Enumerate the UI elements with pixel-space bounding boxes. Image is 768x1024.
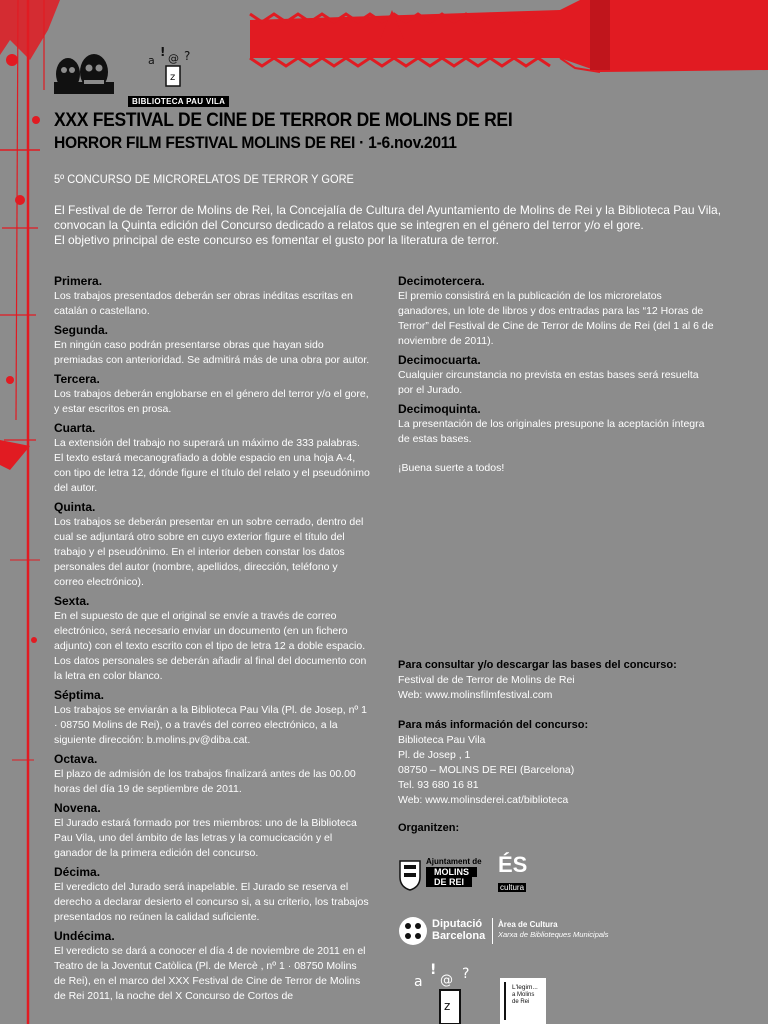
diputacio-logo bbox=[398, 916, 638, 948]
svg-text:?: ? bbox=[462, 966, 470, 982]
ajuntament-logo bbox=[398, 855, 488, 895]
consult-web-link[interactable]: Web: www.molinsfilmfestival.com bbox=[398, 689, 553, 701]
rule-title: Quinta. bbox=[54, 500, 96, 514]
contest-title: 5º CONCURSO DE MICRORELATOS DE TERROR Y GORE bbox=[54, 172, 354, 186]
svg-text:z: z bbox=[444, 999, 451, 1013]
coat-of-arms-icon bbox=[398, 857, 422, 891]
consult-line: Festival de de Terror de Molins de Rei bbox=[398, 674, 575, 686]
rule-text: Los trabajos se enviarán a la Biblioteca Pau Vila (Pl. de Josep, nº 1 · 08750 Molins de Rei), o a través del correo electrónico, a la siguiente dirección: b.molins.pv@diba.cat. bbox=[54, 704, 367, 746]
svg-text:z: z bbox=[170, 72, 176, 83]
rule-section bbox=[54, 500, 370, 590]
ajuntament-label: Ajuntament de bbox=[426, 857, 482, 866]
page-title: XXX FESTIVAL DE CINE DE TERROR DE MOLINS DE REI bbox=[54, 110, 513, 131]
page-subtitle: HORROR FILM FESTIVAL MOLINS DE REI · 1-6.nov.2011 bbox=[54, 133, 457, 152]
greeting-text: ¡Buena suerte a todos! bbox=[398, 462, 505, 474]
rule-text: Los trabajos deberán englobarse en el género del terror y/o el gore, y estar escritos en prosa. bbox=[54, 388, 369, 415]
es-cultura-logo bbox=[498, 853, 534, 893]
rule-title: Tercera. bbox=[54, 372, 100, 386]
info-line: Tel. 93 680 16 81 bbox=[398, 779, 479, 791]
llegim-label: de Rei bbox=[512, 999, 530, 1005]
es-cultura-mark: ÉS bbox=[498, 852, 528, 877]
rule-title: Decimotercera. bbox=[398, 274, 485, 288]
more-info bbox=[398, 718, 738, 808]
rule-title: Decimocuarta. bbox=[398, 353, 481, 367]
svg-text:a: a bbox=[148, 54, 155, 67]
intro-paragraph: El objetivo principal de este concurso es fomentar el gusto por la literatura de terror. bbox=[54, 233, 499, 247]
info-line: Biblioteca Pau Vila bbox=[398, 734, 486, 746]
svg-text:?: ? bbox=[184, 49, 191, 63]
rule-section bbox=[54, 688, 370, 748]
rule-section bbox=[54, 372, 370, 417]
svg-text:@: @ bbox=[440, 973, 453, 988]
rule-text: Los trabajos se deberán presentar en un sobre cerrado, dentro del cual se adjuntará otro sobre en cuyo exterior figure el título del trabajo y el pseudónimo. En el interior deben constar los datos personales del autor (nombre, apellidos, dirección, teléfono y correo electrónico). bbox=[54, 516, 364, 588]
rule-title: Décima. bbox=[54, 865, 101, 879]
rule-section bbox=[54, 594, 370, 684]
rule-text: La extensión del trabajo no superará un máximo de 333 palabras. El texto estará mecanografiado a doble espacio en una hoja A-4, con tipo de letra 12, dónde figure el título del relato y el pseudónimo del autor. bbox=[54, 437, 370, 494]
rule-text: Los trabajos presentados deberán ser obras inéditas escritas en catalán o castellano. bbox=[54, 290, 353, 317]
intro-text bbox=[54, 203, 744, 248]
svg-text:@: @ bbox=[168, 52, 179, 65]
rule-title: Decimoquinta. bbox=[398, 402, 481, 416]
more-info-heading: Para más información del concurso: bbox=[398, 719, 589, 731]
svg-text:!: ! bbox=[430, 962, 437, 978]
rules-left-column bbox=[54, 274, 370, 1008]
rules-right-column bbox=[398, 274, 714, 476]
svg-text:!: ! bbox=[160, 46, 166, 59]
consult-info bbox=[398, 658, 738, 703]
xarxa-label: Xarxa de Biblioteques Municipals bbox=[498, 930, 609, 939]
rule-section bbox=[54, 865, 370, 925]
rule-section bbox=[54, 421, 370, 496]
rule-section bbox=[54, 752, 370, 797]
rule-text: El Jurado estará formado por tres miembros: uno de la Biblioteca Pau Vila, uno del ámbito de las letras y la comucicación y el ganador de la primera edición del concurso. bbox=[54, 817, 357, 859]
rule-title: Novena. bbox=[54, 801, 101, 815]
rule-section bbox=[398, 402, 714, 447]
rule-section bbox=[54, 929, 370, 1004]
rule-section bbox=[398, 353, 714, 398]
ajuntament-town: MOLINS bbox=[426, 867, 477, 877]
library-logo-icon bbox=[412, 960, 478, 1024]
consult-heading: Para consultar y/o descargar las bases del concurso: bbox=[398, 659, 677, 671]
rule-title: Octava. bbox=[54, 752, 98, 766]
rule-title: Segunda. bbox=[54, 323, 109, 337]
library-badge: BIBLIOTECA PAU VILA bbox=[128, 96, 229, 107]
diputacio-emblem-icon bbox=[398, 916, 428, 946]
rule-section bbox=[398, 274, 714, 349]
llegim-label: a Molins bbox=[512, 992, 535, 998]
rule-text: En ningún caso podrán presentarse obras que hayan sido premiadas con anterioridad. Se admitirá más de una obra por autor. bbox=[54, 339, 370, 366]
diputacio-label: Diputació bbox=[432, 918, 483, 930]
rule-title: Sexta. bbox=[54, 594, 90, 608]
rule-title: Primera. bbox=[54, 274, 103, 288]
library-logo-icon bbox=[146, 46, 196, 94]
ajuntament-town: DE REI bbox=[426, 877, 472, 887]
llegim-label: L'legim... bbox=[512, 984, 538, 991]
organizers-heading: Organitzen: bbox=[398, 822, 460, 834]
rule-section bbox=[54, 323, 370, 368]
rule-text: El premio consistirá en la publicación de los microrelatos ganadores, un lote de libros y dos entradas para las “12 Horas de Terror” del Festival de Cine de Terror de Molins de Rei (del 1 al 6 de noviembre de 2011). bbox=[398, 290, 714, 347]
rule-title: Séptima. bbox=[54, 688, 105, 702]
rule-text: El veredicto del Jurado será inapelable. El Jurado se reserva el derecho a declarar desierto el concurso si, a su criterio, los trabajos presentados no reúnen la calidad suficiente. bbox=[54, 881, 369, 923]
rule-section bbox=[54, 801, 370, 861]
info-line: Pl. de Josep , 1 bbox=[398, 749, 471, 761]
rule-text: En el supuesto de que el original se envíe a través de correo electrónico, será necesario enviar un documento (en un fichero adjunto) con el texto escrito con el tipo de letra 12 a doble espacio. Los datos personales se deberán añadir al final del documento con la letra en color blanco. bbox=[54, 610, 367, 682]
es-cultura-label: cultura bbox=[500, 883, 525, 892]
svg-text:a: a bbox=[414, 974, 423, 990]
rule-text: Cualquier circunstancia no prevista en estas bases será resuelta por el Jurado. bbox=[398, 369, 699, 396]
area-cultura-label: Àrea de Cultura bbox=[498, 920, 558, 929]
rule-section bbox=[54, 274, 370, 319]
rule-title: Cuarta. bbox=[54, 421, 96, 435]
info-web-link[interactable]: Web: www.molinsderei.cat/biblioteca bbox=[398, 794, 569, 806]
diputacio-label: Barcelona bbox=[432, 930, 486, 942]
rule-text: El veredicto se dará a conocer el día 4 de noviembre de 2011 en el Teatro de la Joventut Catòlica (Pl. de Mercè , nº 1 · 08750 Molins de Rei), en el marco del XXX Festival de Cine de Terror de Molins de Rei 2011, la noche del X Concurso de Cortos de bbox=[54, 945, 366, 1002]
intro-paragraph: El Festival de de Terror de Molins de Rei, la Concejalía de Cultura del Ayuntamiento de Molins de Rei y la Biblioteca Pau Vila, convocan la Quinta edición del Concurso dedicado a relatos que se integren en el género del terror y/o el gore. bbox=[54, 203, 722, 232]
rule-text: La presentación de los originales presupone la aceptación íntegra de estas bases. bbox=[398, 418, 705, 445]
info-line: 08750 – MOLINS DE REI (Barcelona) bbox=[398, 764, 575, 776]
rule-title: Undécima. bbox=[54, 929, 115, 943]
llegim-logo bbox=[500, 978, 546, 1024]
rule-text: El plazo de admisión de los trabajos finalizará antes de las 00.00 horas del día 19 de septiembre de 2011. bbox=[54, 768, 356, 795]
